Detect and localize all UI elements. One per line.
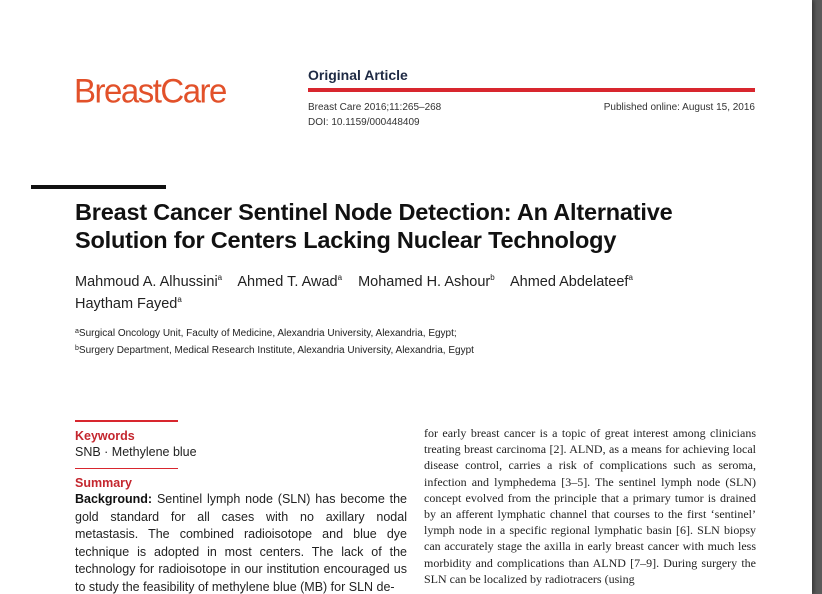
title-rule bbox=[31, 185, 166, 189]
article-title bbox=[75, 198, 775, 254]
background-text: Sentinel lymph node (SLN) has become the gold standard for all cases with no axillary nodal metastasis. The combined radioisotope and blue dye technique is adopted in most centers. The lack of the technology for radioisotope in our institution encouraged us to study the feasibility of methylene blue (MB) for SLN de- bbox=[75, 492, 407, 594]
summary-rule bbox=[75, 468, 178, 470]
background-label: Background: bbox=[75, 492, 153, 506]
author: Mohamed H. Ashour$^b$ bbox=[358, 273, 495, 290]
affiliations bbox=[75, 324, 474, 358]
journal-citation: Breast Care 2016;11:265–268 bbox=[308, 102, 442, 113]
title-line-1: Breast Cancer Sentinel Node Detection: An Alternative bbox=[75, 199, 673, 225]
journal-logo: BreastCare bbox=[74, 71, 226, 110]
article-type-label: Original Article bbox=[308, 67, 408, 83]
citation-block bbox=[308, 100, 441, 130]
author: Haytham Fayed$^a$ bbox=[75, 295, 182, 312]
affiliation-a: $^a$Surgical Oncology Unit, Faculty of Medicine, Alexandria University, Alexandria, Egypt; bbox=[75, 328, 457, 339]
body-column: for early breast cancer is a topic of great interest among clinicians treating breast carcinoma [2]. ALND, as a means for achieving local disease control, carries a risk of complications such as seroma, infection and lymphedema [3–5]. The sentinel lymph node (SLN) concept evolved from the principle that a primary tumor is drained by an afferent lymphatic channel that courses to the first ‘sentinel’ lymph node in a specific regional lymphatic basin [6]. SLN biopsy can accurately stage the axilla in early breast cancer with much less morbidity and complications than ALND [7–9]. During surgery the SLN can be localized by radiotracers (using bbox=[424, 426, 756, 586]
author-list bbox=[75, 269, 775, 313]
keywords-heading: Keywords bbox=[75, 428, 135, 443]
doi-link[interactable]: DOI: 10.1159/000448409 bbox=[308, 117, 420, 128]
header-rule bbox=[308, 88, 755, 92]
keywords-rule bbox=[75, 420, 178, 422]
summary-background bbox=[75, 491, 407, 594]
abstract-column bbox=[75, 420, 407, 594]
author: Ahmed T. Awad$^a$ bbox=[237, 273, 343, 290]
summary-heading: Summary bbox=[75, 476, 132, 490]
affiliation-b: $^b$Surgery Department, Medical Research Institute, Alexandria University, Alexandria, Egypt bbox=[75, 345, 474, 356]
author: Mahmoud A. Alhussini$^a$ bbox=[75, 273, 223, 290]
title-line-2: Solution for Centers Lacking Nuclear Technology bbox=[75, 227, 617, 253]
keywords-text: SNB · Methylene blue bbox=[75, 444, 197, 459]
published-date: Published online: August 15, 2016 bbox=[603, 102, 755, 113]
author: Ahmed Abdelateef$^a$ bbox=[509, 273, 633, 290]
